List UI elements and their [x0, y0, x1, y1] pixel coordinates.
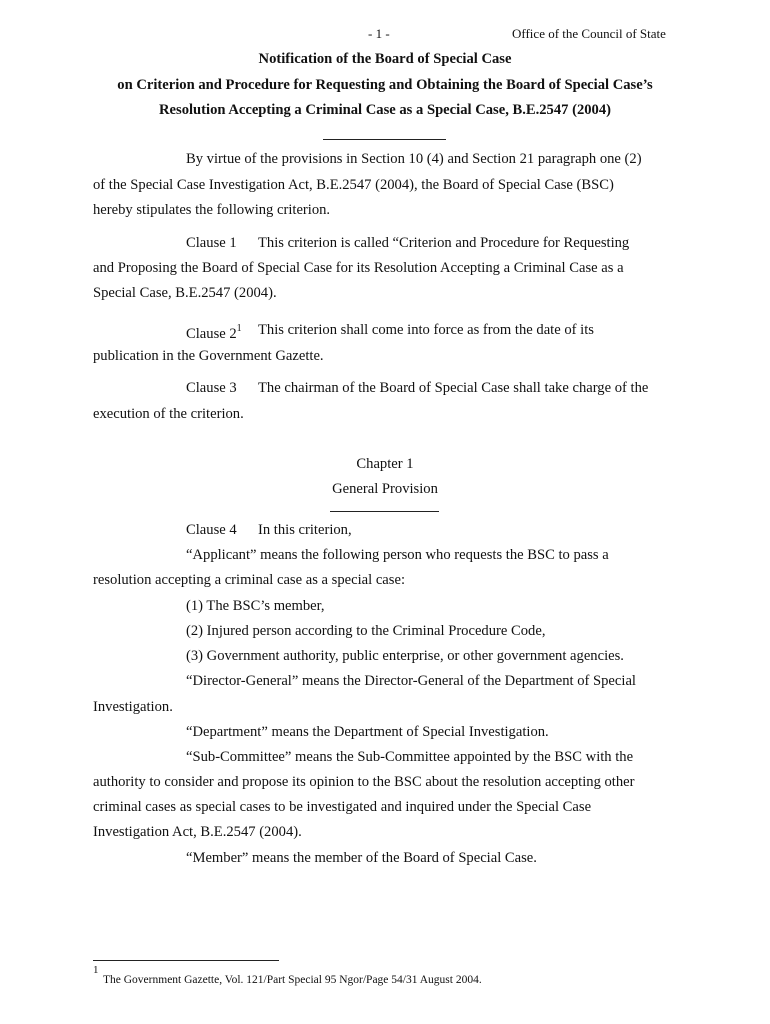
page-number: - 1 -	[368, 26, 390, 41]
clause-1-label: Clause 1	[186, 235, 237, 251]
list-item: (2) Injured person according to the Criminal Procedure Code,	[186, 623, 546, 639]
clause-3-line-2: execution of the criterion.	[93, 406, 244, 422]
chapter-number: Chapter 1	[356, 456, 414, 472]
member-definition: “Member” means the member of the Board of Special Case.	[186, 850, 537, 866]
clause-2-line-2: publication in the Government Gazette.	[93, 348, 324, 364]
preamble-line-2: of the Special Case Investigation Act, B.E.2547 (2004), the Board of Special Case (BSC)	[93, 177, 614, 193]
chapter-divider	[330, 511, 439, 512]
clause-3-line-1: The chairman of the Board of Special Case shall take charge of the	[258, 380, 649, 396]
title-line-1: Notification of the Board of Special Case	[258, 51, 512, 67]
clause-4-label: Clause 4	[186, 522, 237, 538]
footnote-divider	[93, 960, 279, 961]
footnote-marker: 1	[93, 964, 99, 976]
preamble-line-3: hereby stipulates the following criterion.	[93, 202, 331, 218]
applicant-line-1: “Applicant” means the following person who requests the BSC to pass a	[186, 547, 609, 563]
preamble-line-1: By virtue of the provisions in Section 10 (4) and Section 21 paragraph one (2)	[186, 151, 642, 167]
title-divider	[323, 139, 446, 140]
clause-2-line-1: This criterion shall come into force as from the date of its	[258, 322, 594, 338]
list-item: (3) Government authority, public enterprise, or other government agencies.	[186, 648, 624, 664]
list-item: (1) The BSC’s member,	[186, 598, 325, 614]
sub-committee-line-4: Investigation Act, B.E.2547 (2004).	[93, 824, 302, 840]
footnote-text: The Government Gazette, Vol. 121/Part Special 95 Ngor/Page 54/31 August 2004.	[103, 974, 482, 986]
director-general-line-2: Investigation.	[93, 699, 173, 715]
clause-2-label: Clause $2^1$	[186, 323, 242, 342]
title-line-2: on Criterion and Procedure for Requesting and Obtaining the Board of Special Case’s	[117, 77, 653, 93]
chapter-title: General Provision	[332, 481, 438, 497]
clause-3-label: Clause 3	[186, 380, 237, 396]
department-definition: “Department” means the Department of Special Investigation.	[186, 724, 549, 740]
office-header: Office of the Council of State	[512, 26, 666, 41]
clause-1-line-2: and Proposing the Board of Special Case for its Resolution Accepting a Criminal Case as a	[93, 260, 624, 276]
director-general-line-1: “Director-General” means the Director-General of the Department of Special	[186, 673, 636, 689]
clause-4-intro: In this criterion,	[258, 522, 352, 538]
applicant-line-2: resolution accepting a criminal case as a special case:	[93, 572, 405, 588]
clause-1-line-3: Special Case, B.E.2547 (2004).	[93, 285, 277, 301]
sub-committee-line-3: criminal cases as special cases to be investigated and inquired under the Special Case	[93, 799, 592, 815]
sub-committee-line-1: “Sub-Committee” means the Sub-Committee appointed by the BSC with the	[186, 749, 634, 765]
title-line-3: Resolution Accepting a Criminal Case as a Special Case, B.E.2547 (2004)	[159, 102, 611, 118]
footnote-ref: 1	[236, 323, 242, 334]
clause-1-line-1: This criterion is called “Criterion and Procedure for Requesting	[258, 235, 630, 251]
sub-committee-line-2: authority to consider and propose its opinion to the BSC about the resolution accepting other	[93, 774, 635, 790]
